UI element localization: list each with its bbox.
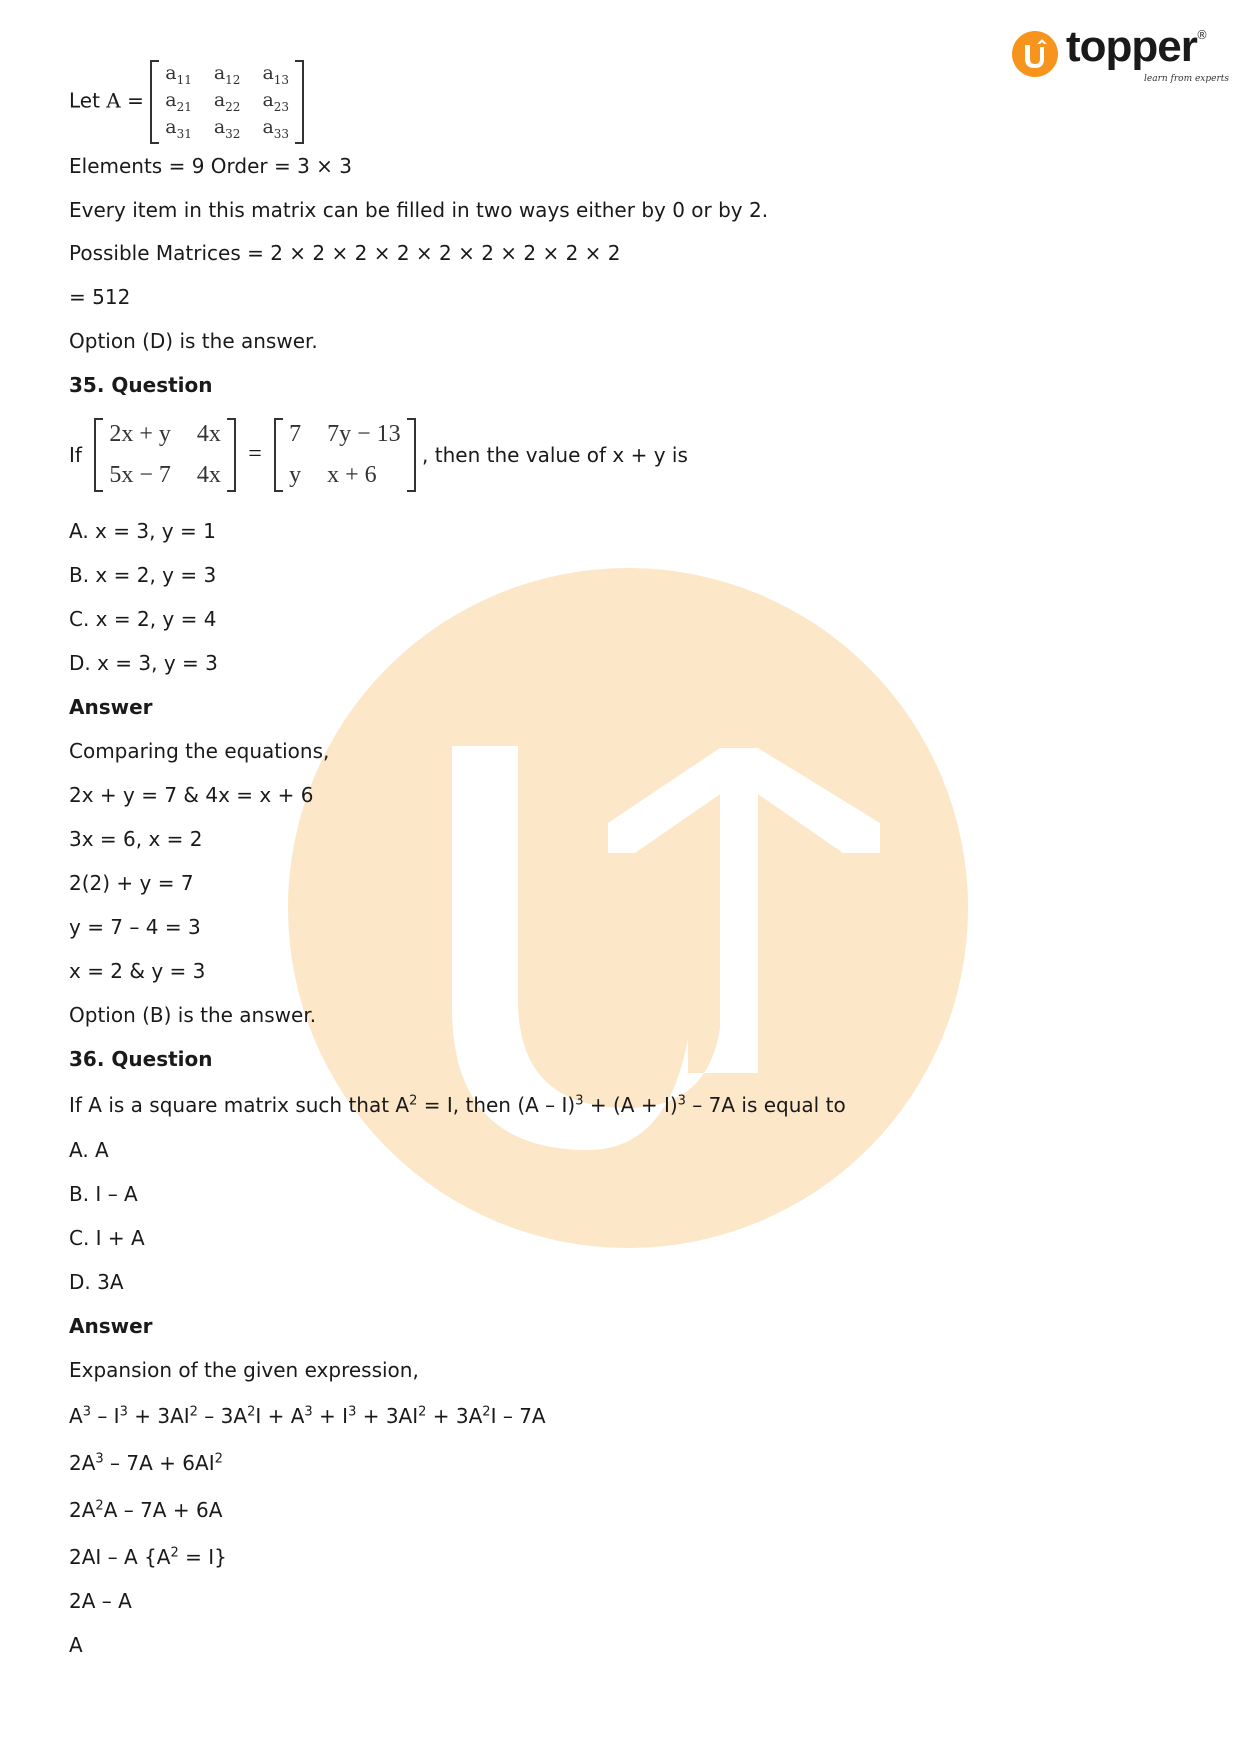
matrix-a-cell: $a_{12}$ (213, 62, 241, 87)
q36-step: $A^3 - I^3 + 3AI^2 - 3A^2I + A^3 + I^3 + 3AI^2 + 3A^2I - 7A$ (69, 1404, 546, 1428)
let-label: Let (69, 88, 100, 113)
matrix-name: A (106, 88, 121, 113)
q35-step: 3x = 6, x = 2 (69, 827, 203, 851)
matrix-left-cell: 5x − 7 (109, 461, 171, 488)
q36-step: $2A^3 - 7A + 6AI^2$ (69, 1451, 223, 1475)
matrix-a-cell: $a_{22}$ (213, 89, 241, 114)
matrix-a-cell: $a_{13}$ (262, 62, 290, 87)
matrix-right-cell: x + 6 (327, 461, 377, 488)
question-suffix: , then the value of x + y is (422, 442, 688, 467)
q35-option-d: D. x = 3, y = 3 (69, 651, 218, 675)
q35-step: y = 7 – 4 = 3 (69, 915, 201, 939)
logo-text: topper (1066, 22, 1197, 71)
matrix-right-cell: y (289, 461, 302, 488)
matrix-a-cell: $a_{23}$ (262, 89, 290, 114)
q36-answer-heading: Answer (69, 1314, 153, 1338)
expansion-intro: Expansion of the given expression, (69, 1358, 419, 1382)
elements-line: Elements = 9 Order = 3 × 3 (69, 154, 353, 178)
fill-line: Every item in this matrix can be filled in two ways either by 0 or by 2. (69, 198, 769, 222)
matrix-a-cell: $a_{21}$ (165, 89, 192, 114)
matrix-a-cell: $a_{33}$ (262, 116, 290, 142)
q36-option-a: A. A (69, 1138, 109, 1162)
u-up-arrow-icon (1012, 31, 1058, 77)
q35-question (69, 418, 688, 492)
q36-heading: 36. Question (69, 1047, 213, 1071)
matrix-right-cell: 7 (289, 421, 302, 447)
q35-step: 2x + y = 7 & 4x = x + 6 (69, 783, 314, 807)
q35-answer-heading: Answer (69, 695, 153, 719)
q34-conclusion: Option (D) is the answer. (69, 329, 318, 353)
q35-heading: 35. Question (69, 373, 213, 397)
q36-step: $2A^2A - 7A + 6A$ (69, 1498, 223, 1522)
matrix-left-cell: 4x (196, 461, 221, 488)
q35-option-c: C. x = 2, y = 4 (69, 607, 217, 631)
equals-sign: = (127, 88, 144, 113)
q35-option-b: B. x = 2, y = 3 (69, 563, 217, 587)
q36-final-answer: A (69, 1633, 83, 1657)
q35-step: Comparing the equations, (69, 739, 330, 763)
q36-option-d: D. 3A (69, 1270, 124, 1294)
matrix-left-cell: 2x + y (109, 421, 171, 447)
matrix-right-cell: 7y − 13 (327, 421, 401, 447)
topper-logo (1012, 22, 1230, 90)
matrix-a-cell: $a_{32}$ (213, 116, 241, 142)
equals-sign: = (248, 441, 262, 468)
matrix-a (150, 60, 304, 144)
q36-option-b: B. I – A (69, 1182, 138, 1206)
matrix-left-cell: 4x (196, 421, 221, 447)
q35-conclusion: Option (B) is the answer. (69, 1003, 317, 1027)
matrix-left (94, 418, 236, 492)
if-label: If (69, 442, 82, 467)
q35-step: x = 2 & y = 3 (69, 959, 206, 983)
matrix-a-cell: $a_{11}$ (165, 62, 192, 87)
matrix-a-cell: $a_{31}$ (165, 116, 192, 142)
watermark-logo-icon (288, 568, 968, 1248)
q36-step: 2A – A (69, 1589, 132, 1613)
q36-step: 2AI – A $\{A^2 = I\}$ (69, 1545, 227, 1569)
q35-option-a: A. x = 3, y = 1 (69, 519, 216, 543)
result-line: = 512 (69, 285, 131, 309)
possible-matrices-line: Possible Matrices = 2 × 2 × 2 × 2 × 2 × 2 × 2 × 2 × 2 (69, 241, 621, 265)
q36-option-c: C. I + A (69, 1226, 145, 1250)
q36-question: If A is a square matrix such that $A^2 = I$, then $(A - I)^3 + (A + I)^3 - 7A$ is equal to (69, 1093, 846, 1117)
let-matrix-line (69, 60, 304, 144)
registered-mark: ® (1196, 28, 1208, 42)
matrix-right (274, 418, 416, 492)
logo-tagline: learn from experts (1144, 74, 1230, 84)
q35-step: 2(2) + y = 7 (69, 871, 194, 895)
